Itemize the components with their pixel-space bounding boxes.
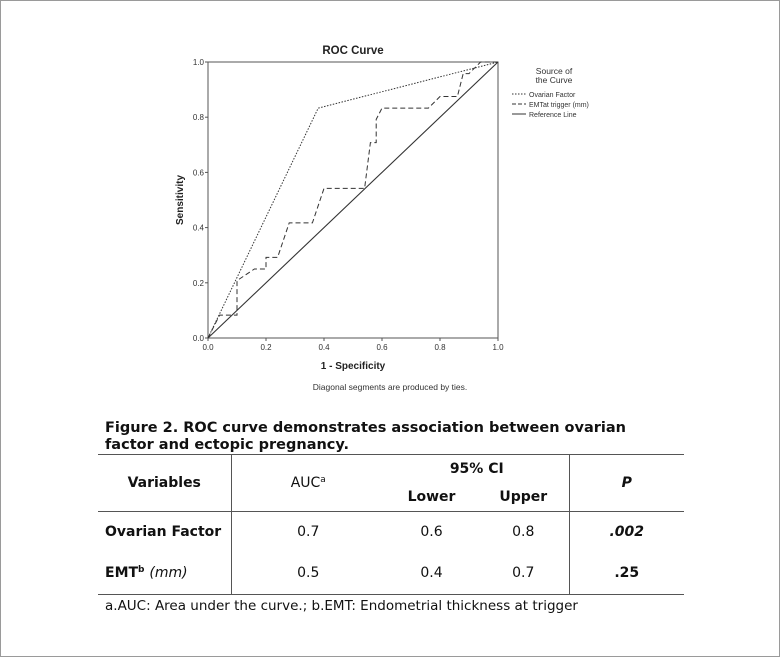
- row-p: .25: [569, 553, 684, 595]
- figure-caption: Figure 2. ROC curve demonstrates association between ovarian factor and ectopic pregnancy.: [105, 420, 626, 453]
- row-auc: 0.5: [231, 553, 385, 595]
- y-tick-label: 1.0: [192, 58, 204, 67]
- y-tick-label: 0.4: [192, 223, 204, 233]
- header-lower: Lower: [407, 488, 456, 505]
- y-tick-label: 0.8: [192, 113, 204, 123]
- table-row: [98, 512, 684, 553]
- header-upper: Upper: [499, 488, 548, 505]
- row-upper: 0.7: [512, 565, 535, 582]
- x-tick-label: 1.0: [492, 343, 504, 352]
- table-row: [98, 553, 684, 595]
- legend-entry: Reference Line: [529, 112, 577, 119]
- header-p: P: [569, 455, 684, 512]
- legend-entry: Ovarian Factor: [529, 92, 576, 99]
- header-ci: 95% CI: [449, 460, 504, 477]
- y-axis-label: Sensitivity: [175, 174, 186, 226]
- series-line-reference-line: [208, 62, 498, 338]
- header-variables: Variables: [127, 475, 201, 491]
- row-lower: 0.6: [420, 524, 443, 541]
- table-header-row-1: [98, 455, 684, 483]
- legend-entry: EMTat trigger (mm): [529, 102, 589, 109]
- table-footnote: a.AUC: Area under the curve.; b.EMT: Endometrial thickness at trigger: [105, 598, 578, 614]
- x-tick-label: 0.0: [202, 343, 214, 352]
- chart-note: Diagonal segments are produced by ties.: [312, 382, 468, 392]
- row-name: EMT$^b$ (mm): [105, 565, 188, 582]
- x-tick-label: 0.6: [376, 343, 388, 352]
- header-auc: AUC$^a$: [231, 455, 385, 512]
- row-p: .002: [569, 512, 684, 553]
- row-auc: 0.7: [231, 512, 385, 553]
- x-axis-label: 1 - Specificity: [320, 361, 386, 372]
- x-tick-label: 0.8: [434, 343, 446, 352]
- auc-table: [98, 454, 684, 595]
- x-tick-label: 0.2: [260, 343, 272, 352]
- row-upper: 0.8: [512, 524, 535, 541]
- legend-title-line2: the Curve: [535, 75, 573, 85]
- y-tick-label: 0.0: [192, 334, 204, 343]
- row-name: Ovarian Factor: [105, 524, 222, 541]
- chart-title: ROC Curve: [322, 45, 384, 57]
- y-tick-label: 0.2: [192, 278, 204, 288]
- y-tick-label: 0.6: [192, 168, 204, 178]
- legend-title-line1: Source of: [535, 66, 573, 76]
- row-lower: 0.4: [420, 565, 443, 582]
- x-tick-label: 0.4: [318, 343, 330, 352]
